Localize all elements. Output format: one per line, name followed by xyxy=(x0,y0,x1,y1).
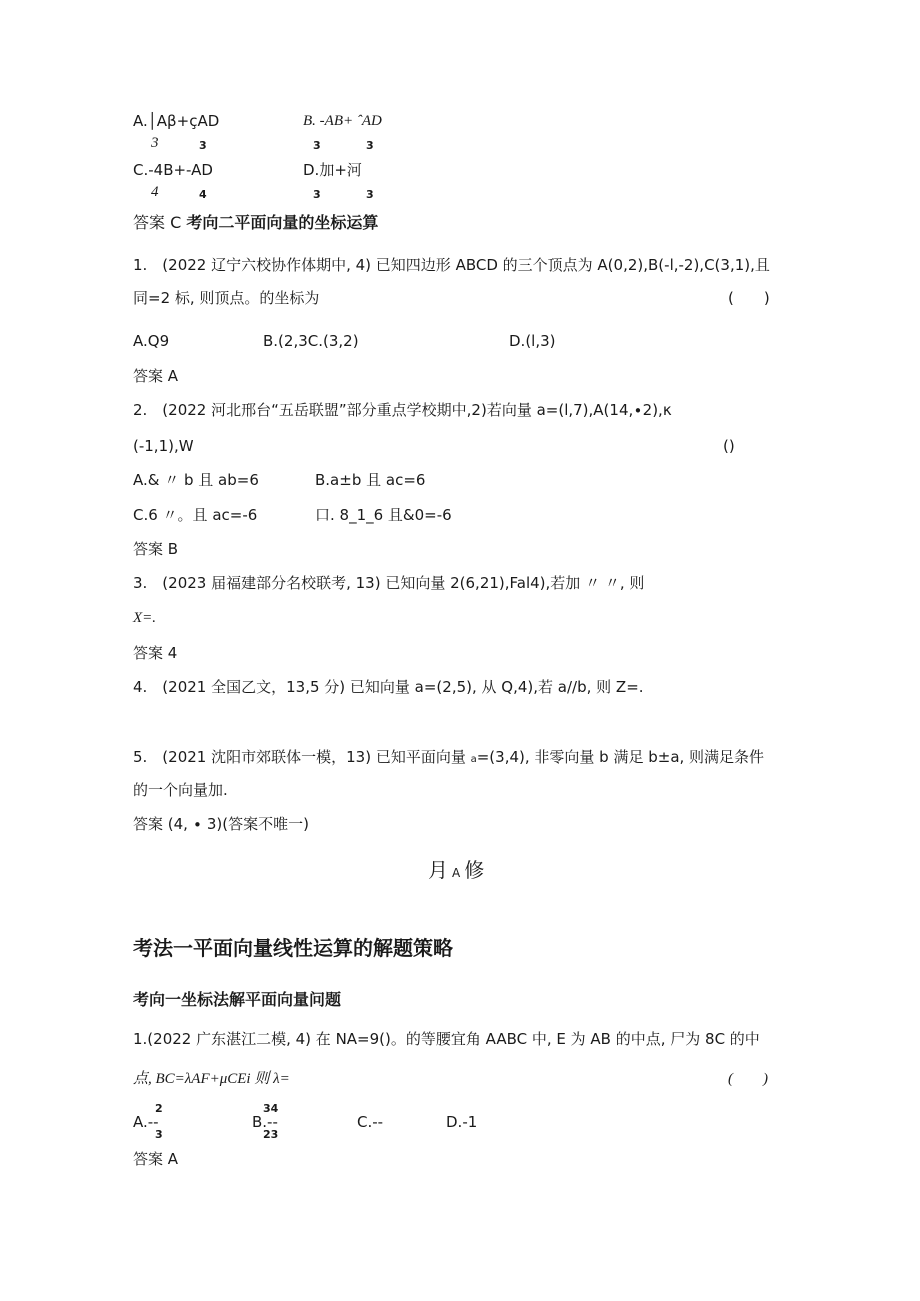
option-a-top: A.│Aβ+çAD xyxy=(133,112,220,130)
section-heading-coordinate: 考向二平面向量的坐标运算 xyxy=(186,213,379,232)
option-b-top: B. -AB+ ˆAD xyxy=(303,113,382,129)
problem-2-option-d: 口. 8_1_6 且&0=-6 xyxy=(315,506,452,524)
problem-5-text-b: =(3,4), 非零向量 b 满足 b±a, 则满足条件 xyxy=(476,748,765,766)
method-subtitle: 考向一坐标法解平面向量问题 xyxy=(133,990,342,1009)
problem-1-option-bc: B.(2,3C.(3,2) xyxy=(263,332,359,350)
problem-2-option-b: B.a±b 且 ac=6 xyxy=(315,471,426,489)
problem-3-answer: 答案 4 xyxy=(133,644,178,662)
problem-6-option-a-numerator: 2 xyxy=(155,1102,163,1115)
problem-6-option-d: D.-1 xyxy=(446,1113,478,1131)
problem-1-line-2: 同=2 标, 则顶点。的坐标为 xyxy=(133,289,320,307)
option-a-numerator: 3 xyxy=(151,135,159,151)
problem-5-line-2: 的一个向量加. xyxy=(133,781,228,799)
problem-2-option-a: A.& 〃 b 且 ab=6 xyxy=(133,471,259,489)
section-marker xyxy=(428,857,484,886)
problem-3-line-2: X=. xyxy=(133,610,157,626)
problem-1-option-d: D.(l,3) xyxy=(509,332,556,350)
section-marker-char-2: A xyxy=(452,866,461,880)
problem-5-text-a: 5. (2021 沈阳市郊联体一模，13) 已知平面向量 xyxy=(133,748,471,766)
problem-1-paren: ( ) xyxy=(728,289,770,307)
answer-c-line xyxy=(133,213,378,233)
problem-2-paren: () xyxy=(723,437,735,455)
option-c-top: C.-4B+-AD xyxy=(133,161,213,179)
problem-6-option-a: A.-- xyxy=(133,1113,159,1131)
option-d-denominator-1: 3 xyxy=(313,188,321,201)
problem-2-option-c: C.6 〃。且 ac=-6 xyxy=(133,506,258,524)
problem-2-line-1: 2. (2022 河北邢台“五岳联盟”部分重点学校期中,2)若向量 a=(l,7),A(14,∙2),κ xyxy=(133,401,672,419)
problem-6-option-c: C.-- xyxy=(357,1113,384,1131)
problem-1-answer: 答案 A xyxy=(133,367,179,385)
problem-6-line-2: 点, BC=λAF+μCEi 则 λ= xyxy=(133,1071,290,1087)
problem-3-line-1: 3. (2023 届福建部分名校联考, 13) 已知向量 2(6,21),Fal4),若加 〃 〃, 则 xyxy=(133,574,645,592)
problem-6-option-b: B.-- xyxy=(252,1113,278,1131)
problem-2-line-2: (-1,1),W xyxy=(133,437,194,455)
option-d-top: D.加+河 xyxy=(303,161,362,179)
problem-4-line-1: 4. (2021 全国乙文，13,5 分) 已知向量 a=(2,5), 从 Q,4),若 a//b, 则 Z=. xyxy=(133,678,644,696)
problem-6-answer: 答案 A xyxy=(133,1150,179,1168)
problem-5-line-1 xyxy=(133,747,764,770)
option-a-denominator: 3 xyxy=(199,139,207,152)
method-title: 考法一平面向量线性运算的解题策略 xyxy=(133,936,453,960)
section-marker-char-1: 月 xyxy=(428,858,448,882)
problem-1-line-1: 1. (2022 辽宁六校协作体期中, 4) 已知四边形 ABCD 的三个顶点为 A(0,2),B(-l,-2),C(3,1),且 xyxy=(133,256,770,274)
problem-6-option-a-denominator: 3 xyxy=(155,1128,163,1141)
option-c-denominator: 4 xyxy=(199,188,207,201)
problem-5-vector-a: a xyxy=(470,754,477,765)
answer-label: 答案 C xyxy=(133,213,187,232)
option-c-numerator: 4 xyxy=(151,184,159,200)
problem-2-answer: 答案 B xyxy=(133,540,179,558)
problem-5-answer: 答案 (4, ∙ 3)(答案不唯一) xyxy=(133,815,309,833)
problem-6-line-1: 1.(2022 广东湛江二模, 4) 在 NA=9()。的等腰宜角 AABC 中, E 为 AB 的中点, 尸为 8C 的中 xyxy=(133,1030,760,1048)
problem-6-option-b-denominator: 23 xyxy=(263,1128,279,1141)
section-marker-char-3: 修 xyxy=(464,858,485,882)
problem-6-option-b-numerator: 34 xyxy=(263,1102,279,1115)
problem-1-option-a: A.Q9 xyxy=(133,332,170,350)
problem-6-paren: ( ) xyxy=(728,1071,768,1087)
option-b-denominator-2: 3 xyxy=(366,139,374,152)
option-d-denominator-2: 3 xyxy=(366,188,374,201)
option-b-denominator-1: 3 xyxy=(313,139,321,152)
